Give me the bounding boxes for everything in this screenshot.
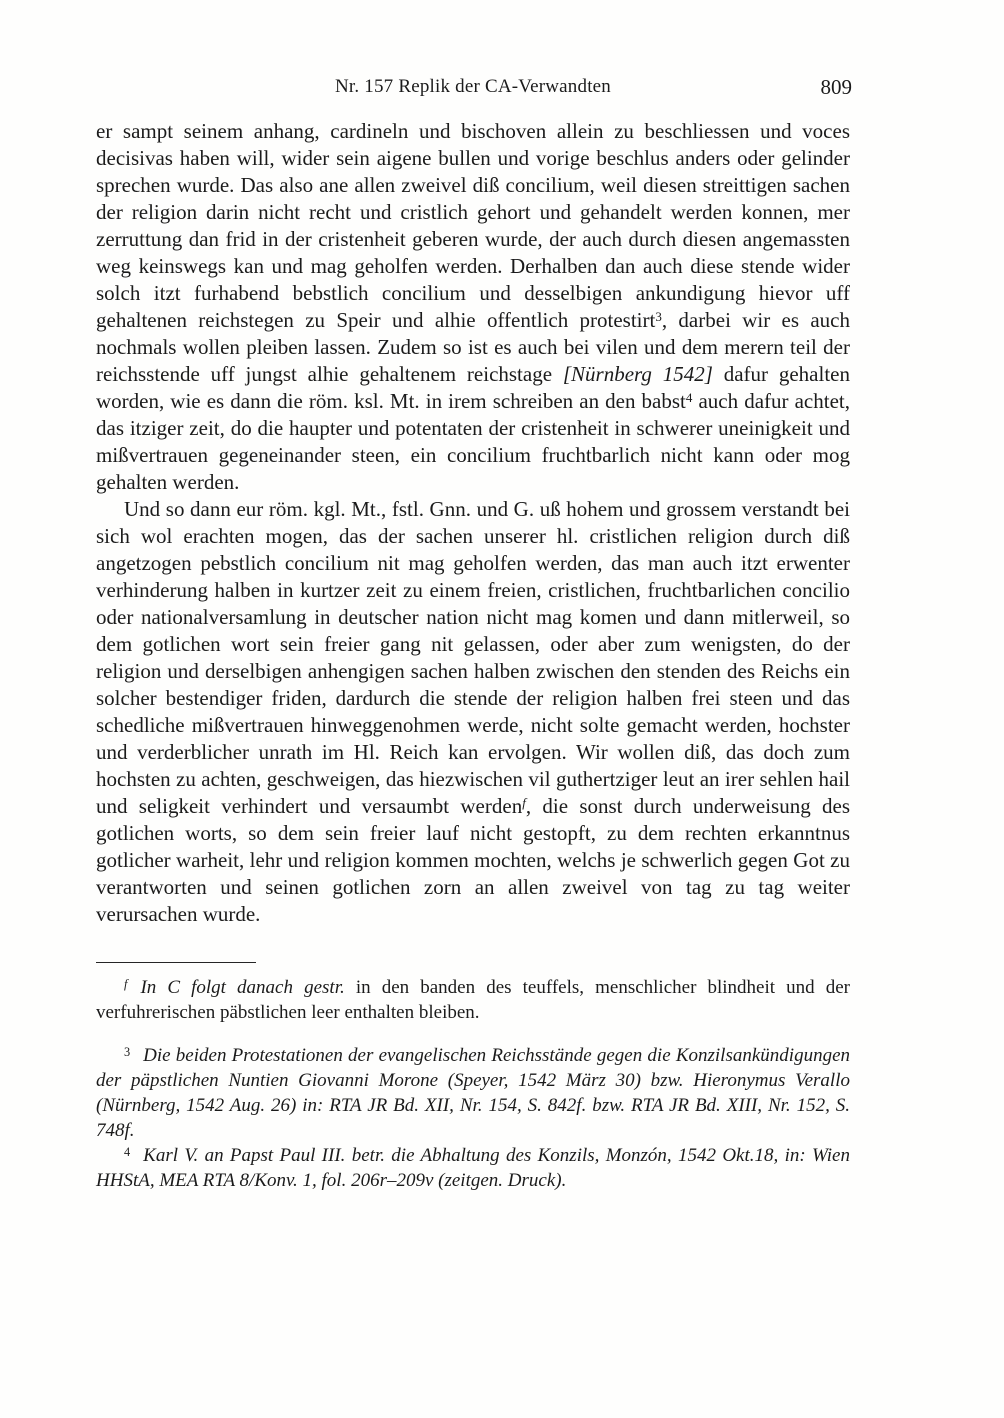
paragraph-2-text-b: , die sonst durch underweisung des gotlichen worts, so dem sein freier lauf nicht gestopft, zu dem rechten erkanntnus gotlicher warheit, lehr und religion kommen mochten, welchs je schwerlich gegen Got zu verantworten und seinen gotlichen zorn an allen zweivel von tag zu tag weiter verursachen wurde. xyxy=(96,794,850,926)
footnote-separator xyxy=(96,962,256,963)
editorial-insertion-nurnberg: [Nürnberg 1542] xyxy=(562,362,713,386)
footnote-3-text: Die beiden Protestationen der evangelischen Reichsstände gegen die Konzilsankündigungen der päpstlichen Nuntien Giovanni Morone (Speyer, 1542 März 30) bzw. Hieronymus Verallo (Nürnberg, 1542 Aug. 26) in: RTA JR Bd. XII, Nr. 154, S. 842f. bzw. RTA JR Bd. XIII, Nr. 152, S. 748f. xyxy=(96,1045,850,1141)
footnote-4-label: 4 xyxy=(124,1144,131,1159)
footnote-f-label: f xyxy=(124,976,128,991)
paragraph-1-text-d: auch dafur achtet, das itziger zeit, do die haupter und potentaten der cristenheit in schwerer uneinigkeit und mißvertrauen gegeneinander steen, ein concilium fruchtbarlich nicht kann oder mog gehalten werden. xyxy=(96,389,850,494)
paragraph-1-text-b: , darbei wir es auch nochmals wollen pleiben lassen. Zudem so ist es auch bei vilen und dem merern teil der reichsstende uff jungst alhie gehaltenem reichstage xyxy=(96,308,850,386)
footnotes-section xyxy=(96,975,850,1193)
footnote-3 xyxy=(96,1043,850,1143)
footnote-ref-4: 4 xyxy=(685,389,693,405)
main-text xyxy=(96,118,850,928)
paragraph-1-text-a: er sampt seinem anhang, cardineln und bischoven allein zu beschliessen und voces decisivas haben will, wider sein aigene bullen und vorige beschlus anders oder gelinder sprechen wurde. Das also ane allen zweivel diß concilium, weil diesen streittigen sachen der religion darin nicht recht und cristlich gehort und gehandelt werden konnen, mer zerruttung dan frid in der cristenheit geberen wurde, der auch durch diesen angemassten weg keinswegs kan und mag geholfen werden. Derhalben dan auch diese stende wider solch itzt furhabend bebstlich concilium und desselbigen ankundigung hievor uff gehaltenen reichstegen zu Speir und alhie offentlich protestirt xyxy=(96,119,850,332)
paragraph-1 xyxy=(96,118,850,496)
footnote-3-label: 3 xyxy=(124,1044,131,1059)
footnote-4 xyxy=(96,1143,850,1193)
footnote-f-text: in den banden des teuffels, menschlicher blindheit und der verfuhrerischen päbstlichen leer enthalten bleiben. xyxy=(96,977,850,1023)
page-number: 809 xyxy=(820,75,852,99)
footnote-4-text: Karl V. an Papst Paul III. betr. die Abhaltung des Konzils, Monzón, 1542 Okt.18, in: Wien HHStA, MEA RTA 8/Konv. 1, fol. 206r–209v (zeitgen. Druck). xyxy=(96,1145,850,1191)
paragraph-1-text-c: dafur gehalten worden, wie es dann die röm. ksl. Mt. in irem schreiben an den babst xyxy=(96,362,850,413)
page-header xyxy=(96,76,850,104)
footnote-f-editorial-remark: In C folgt danach gestr. xyxy=(140,977,345,998)
footnote-ref-3: 3 xyxy=(655,308,662,324)
running-title: Nr. 157 Replik der CA-Verwandten xyxy=(334,76,612,97)
footnote-ref-f: f xyxy=(522,794,526,810)
paragraph-2-text-a: Und so dann eur röm. kgl. Mt., fstl. Gnn. und G. uß hohem und grossem verstandt bei sich wol erachten mogen, das der sachen unserer hl. cristlichen religion durch diß angetzogen pebstlich concilium nit mag geholfen werden, das man auch itzt erwenter verhinderung halben in kurtzer zeit zu einem freien, cristlichen, fruchtbarlichen concilio oder nationalversamlung in deutscher nation nicht mag komen und dann mitlerweil, so dem gotlichen wort sein freier gang nit gelassen, oder aber zum wenigsten, do der religion und derselbigen anhengigen sachen halben zwischen den stenden des Reichs ein solcher bestendiger friden, dardurch die stende der religion halben frei steen und das schedliche mißvertrauen hinweggenohmen werde, nicht solte gemacht werden, hochster und verderblicher unrath im Hl. Reich kan ervolgen. Wir wollen diß, das doch zum hochsten zu achten, geschweigen, das hiezwischen vil guthertziger leut an irer sehlen hail und seligkeit verhindert und versaumbt werden xyxy=(96,497,850,818)
paragraph-2 xyxy=(96,496,850,928)
footnote-f xyxy=(96,975,850,1025)
